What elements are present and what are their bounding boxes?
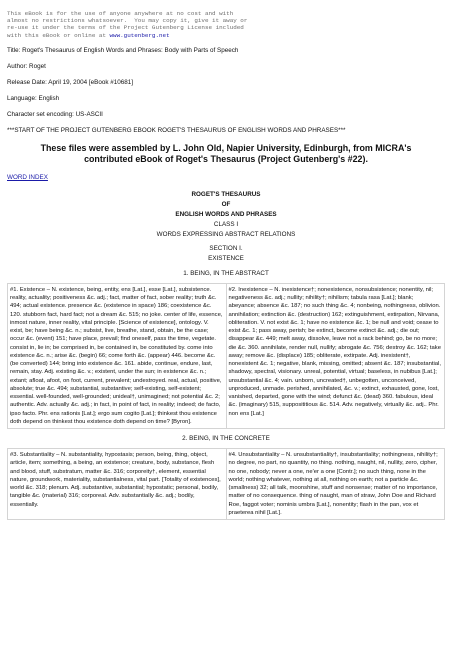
book-title-of: OF [221,200,231,208]
license-line-2: almost no restrictions whatsoever. You may copy it, give it away or [7,17,248,25]
subsection-1-heading: 1. BEING, IN THE ABSTRACT [183,269,269,277]
license-line-1: This eBook is for the use of anyone anywhere at no cost and with [7,10,234,17]
section-title: EXISTENCE [208,254,244,262]
section-label: SECTION I. [209,244,243,252]
license-line-4: with this eBook or online at [7,31,110,39]
book-title: ROGET'S THESAURUS [191,190,261,198]
book-subtitle: ENGLISH WORDS AND PHRASES [175,210,277,218]
page [0,10,452,650]
meta-language: Language: English [7,94,60,102]
entry-inexistence: #2. Inexistence – N. inexistence†; nonexistence, nonsubsistence; nonentity, nil; negativeness &c. adj.; nullity; nihility†; nihilism; tabula rasa [Lat.]; blank; abeyance; absence &c. 187; no such thing &c. 4; nonbeing, nothingness, oblivion. annihilation; extinction &c. (destruction) 162; extinguishment, extirpation, Nirvana, obliteration. V. not exist &c. 1; have no existence &c. 1; be null and void; cease to exist &c. 1; pass away, perish; be extinct, become extinct &c. adj.; die out; disappear &c. 449; melt away, dissolve, leave not a rack behind; go, be no more; die &c. 360. annihilate, render null, nullify; abrogate &c. 756; destroy &c. 162; take away; remove &c. (displace) 185; obliterate, extirpate. Adj. inexistent†, nonexistent &c. 1; negative, blank, missing, omitted; absent &c. 187; insubstantial, shadowy, spectral, visionary. unreal, potential, virtual; baseless, in nubibus [Lat.]; unsubstantial &c. 4; vain. unborn, uncreated†, unbegotten, unconceived, unproduced, unmade. perished, annihilated, &c. v.; extinct, exhausted, gone, lost, vanished, departed, gone with the wind; defunct &c. (dead) 360. fabulous, ideal &c. (imaginary) 515, supposititious &c. 514. Adv. negatively, virtually &c. adj.. Phr. non ens [Lat.] [226,283,445,428]
class-title: WORDS EXPRESSING ABSTRACT RELATIONS [156,230,296,238]
class-label: CLASS I [213,220,239,228]
license-line-3: re-use it under the terms of the Project Gutenberg License included [7,24,244,32]
entry-unsubstantiality: #4. Unsubstantiality – N. unsubstantiality†, insubstantiality; nothingness, nihility†; no degree, no part, no quantity, no thing. nothing, naught, nil, nullity, zero, cipher, no one, nobody; never a one, ne'er a one [Contr.]; no such thing, none in the world; nothing whatever, nothing at all, nothing on earth; not a particle &c. (smallness) 32; all talk, moonshine, stuff and nonsense; matter of no importance, matter of no consequence. thing of naught, man of straw, John Doe and Richard Roe, faggot voter; nominis umbra [Lat.], nonentity; flash in the pan, vox et praeterea nihil [Lat.]. [226,449,445,520]
entries-table-1 [7,283,445,429]
entry-existence: #1. Existence – N. existence, being, entity, ens [Lat.], esse [Lat.], subsistence. reality, actuality; positiveness &c. adj.; fact, matter of fact, sober reality; truth &c. 494; actual existence. presence &c. (existence in space) 186; coexistence &c. 120. stubborn fact, hard fact; not a dream &c. 515; no joke. center of life, essence, inmost nature, inner reality, vital principle. [Science of existence], ontology. V. exist, be; have being &c. n.; subsist, live, breathe, stand, obtain, be the case; occur &c. (event) 151; have place, prevail; find oneself, pass the time, vegetate. consist in, lie in; be comprised in, be contained in, be constituted by. come into existence &c. n.; arise &c. (begin) 66; come forth &c. (appear) 446. become &c. (be converted) 144; bring into existence &c. 161. abide, continue, endure, last, remain, stay. Adj. existing &c. v.; existent, under the sun; in existence &c. n.; extant; afloat, afoot, on foot, current, prevalent; undestroyed. real, actual, positive, absolute; true &c. 494; substantial, substantive; self-existing, self-existent; essential. well-founded, well-grounded; unideal†, unimagined; not potential &c. 2; authentic. Adv. actually &c. adj.; in fact, in point of fact, in reality; indeed; de facto, ipso facto. Phr. ens rationis [Lat.]; ergo sum cogito [Lat.]; thinkest thou existence doth depend on thinkest thou existence doth depend on time? [Byron]. [8,283,227,428]
subsection-2-heading: 2. BEING, IN THE CONCRETE [182,435,270,443]
entry-substantiality: #3. Substantiality – N. substantiality, hypostasis; person, being, thing, object, article, item; something, a being, an existence; creature, body, substance, flesh and blood, stuff, substratum, matter &c. 316; corporeity†, element, essential nature, groundwork, materiality, substantialness, vital part. [Totality of existences], world &c. 318; plenum. Adj. substantive, substantial; hypostatic; personal, bodily, tangible &c. (material) 316; corporeal. Adv. substantially &c. adj.; bodily, essentially. [8,449,227,520]
word-index-link[interactable]: WORD INDEX [7,173,48,181]
entries-table-2 [7,448,445,520]
assembled-heading: These files were assembled by L. John Old, Napier University, Edinburgh, from MICRA's contributed eBook of Roget's Thesaurus (Project Gutenberg's #22). [40,142,412,165]
meta-encoding: Character set encoding: US-ASCII [7,110,103,118]
meta-release: Release Date: April 19, 2004 [eBook #10681] [7,78,134,86]
meta-title: Title: Roget's Thesaurus of English Words and Phrases: Body with Parts of Speech [7,46,239,54]
meta-start-marker: ***START OF THE PROJECT GUTENBERG EBOOK ROGET'S THESAURUS OF ENGLISH WORDS AND PHRASES*** [7,126,346,134]
gutenberg-link[interactable]: www.gutenberg.net [109,31,170,39]
license-block [7,10,445,39]
book-title-block [7,190,445,264]
meta-author: Author: Roget [7,62,46,70]
